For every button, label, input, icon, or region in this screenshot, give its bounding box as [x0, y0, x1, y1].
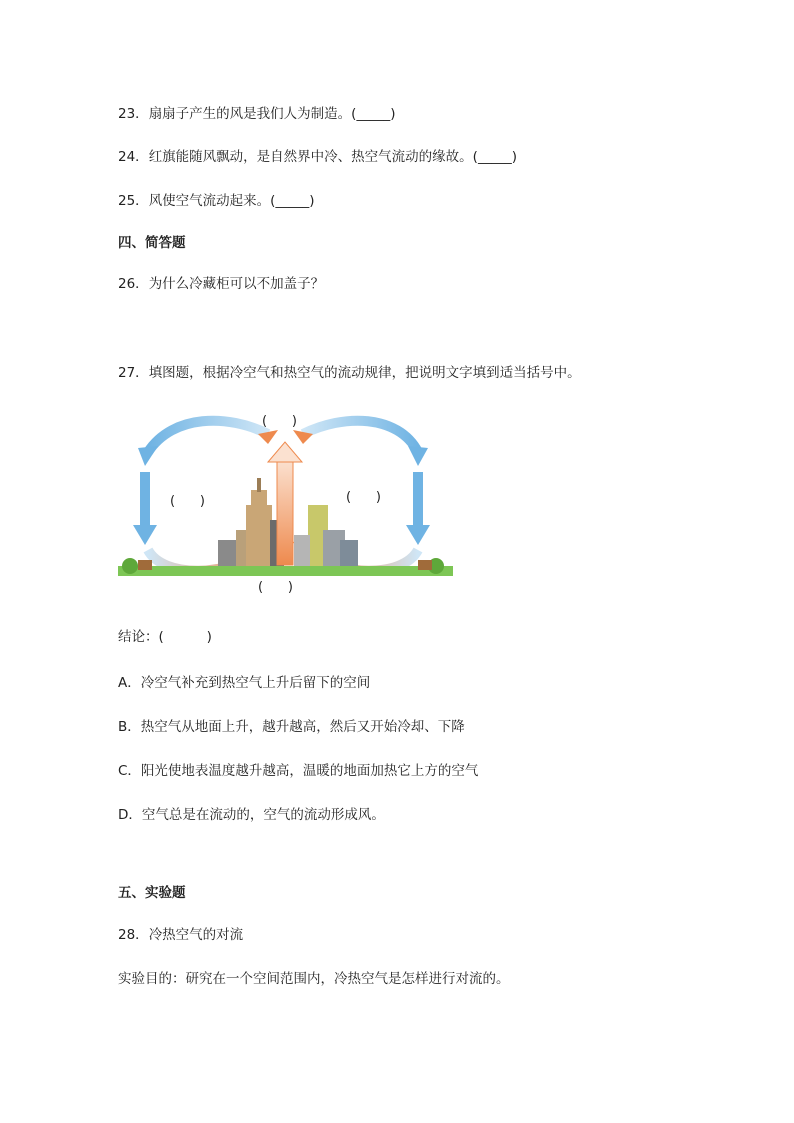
question-28: [118, 926, 243, 944]
option-text: 阳光使地表温度越升越高，温暖的地面加热它上方的空气: [140, 763, 479, 779]
question-number: 27．: [118, 365, 149, 381]
option-a: [118, 674, 370, 692]
option-text: 空气总是在流动的，空气的流动形成风。: [141, 807, 385, 823]
question-number: 28．: [118, 927, 149, 943]
question-number: 25．: [118, 193, 149, 209]
option-b: [118, 718, 465, 736]
blank-top[interactable]: ( ): [262, 414, 297, 429]
question-text: 填图题，根据冷空气和热空气的流动规律，把说明文字填到适当括号中。: [148, 365, 581, 381]
question-number: 24．: [118, 149, 149, 165]
conclusion-blank[interactable]: ( ): [158, 629, 212, 645]
option-letter: C．: [118, 763, 141, 779]
option-letter: D．: [118, 807, 142, 823]
question-text: 风使空气流动起来。(_____): [148, 193, 315, 209]
convection-diagram: [118, 400, 453, 600]
convection-illustration: [118, 400, 453, 600]
right-down-arrow: [406, 472, 430, 545]
option-text: 热空气从地面上升，越升越高，然后又开始冷却、下降: [140, 719, 465, 735]
question-25: [118, 192, 314, 210]
left-down-arrow: [133, 472, 157, 545]
option-text: 冷空气补充到热空气上升后留下的空间: [140, 675, 371, 691]
question-24: [118, 148, 517, 166]
section-4-title: 四、简答题: [118, 235, 186, 251]
option-letter: B．: [118, 719, 141, 735]
blank-right[interactable]: ( ): [346, 490, 381, 505]
option-d: [118, 806, 385, 824]
top-right-arrow: [293, 421, 428, 466]
conclusion-line: [118, 628, 212, 646]
conclusion-label: 结论：: [118, 629, 159, 645]
option-letter: A．: [118, 675, 141, 691]
experiment-purpose: 实验目的：研究在一个空间范围内，冷热空气是怎样进行对流的。: [118, 971, 510, 987]
question-23: [118, 105, 395, 123]
question-27: [118, 364, 581, 382]
question-text: 扇扇子产生的风是我们人为制造。(_____): [148, 106, 396, 122]
question-26: [118, 275, 324, 293]
blank-bottom[interactable]: ( ): [258, 580, 293, 595]
option-c: [118, 762, 478, 780]
question-number: 26．: [118, 276, 149, 292]
blank-left[interactable]: ( ): [170, 494, 205, 509]
section-5-title: 五、实验题: [118, 885, 186, 901]
question-text: 冷热空气的对流: [148, 927, 244, 943]
question-text: 为什么冷藏柜可以不加盖子？: [148, 276, 325, 292]
question-text: 红旗能随风飘动，是自然界中冷、热空气流动的缘故。(_____): [148, 149, 517, 165]
top-left-arrow: [138, 421, 278, 466]
question-number: 23．: [118, 106, 149, 122]
